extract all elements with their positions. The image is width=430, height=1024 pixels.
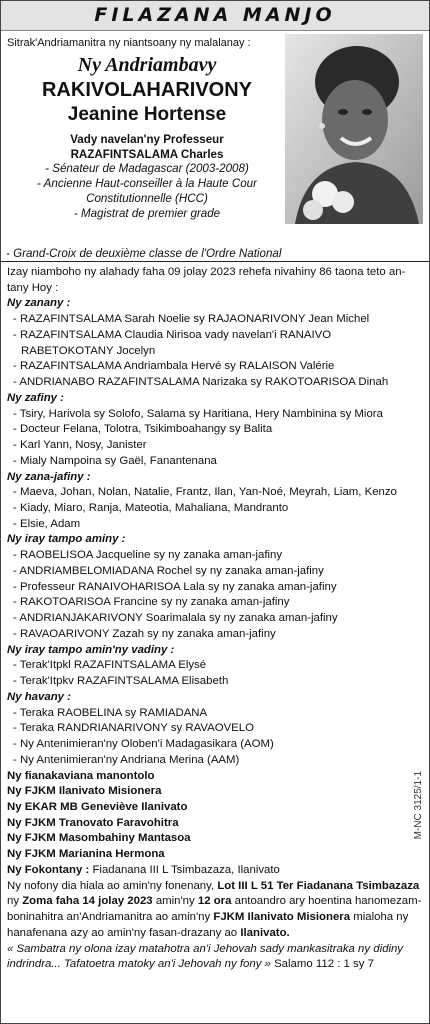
list-item: - Elsie, Adam (7, 517, 423, 533)
portrait-image (285, 34, 423, 224)
list-item: - Professeur RANAIVOHARISOA Lala sy ny zanaka aman-jafiny (7, 580, 423, 596)
list-item: - Ny Antenimieran'ny Andriana Merina (AAM) (7, 753, 423, 769)
intro-text: Sitrak'Andriamanitra ny niantsoany ny malalanay : (7, 37, 251, 49)
list-item: - Teraka RANDRIANARIVONY sy RAVAOVELO (7, 721, 423, 737)
fokontany-value: Fiadanana III L Tsimbazaza, Ilanivato (92, 863, 280, 876)
funeral-text: mialoha ny hanafenana azy ao amin'ny fasan-drazany ao (7, 911, 409, 939)
list-item: - Ny Antenimieran'ny Oloben'i Madagasikara (AOM) (7, 737, 423, 753)
title-line: Constitutionnelle (HCC) (86, 192, 208, 205)
list-item: - RAZAFINTSALAMA Claudia Nirisoa vady navelan'i RANAIVO RABETOKOTANY Jocelyn (7, 328, 423, 359)
funeral-church: FJKM Ilanivato Misionera (213, 911, 351, 924)
funeral-place: Ilanivato. (240, 926, 290, 939)
list-item: - Terak'Itpkl RAZAFINTSALAMA Elysé (7, 658, 423, 674)
organization-line: Ny FJKM Marianina Hermona (7, 848, 165, 861)
organization-line: Ny FJKM Masombahiny Mantasoa (7, 832, 191, 845)
section-heading: Ny iray tampo amin'ny vadiny : (7, 643, 175, 656)
section-heading: Ny zafiny : (7, 391, 64, 404)
banner (1, 1, 429, 31)
title-line: - Magistrat de premier grade (73, 206, 221, 220)
ordre-national: - Grand-Croix de deuxième classe de l'Ordre National (6, 247, 282, 260)
fokontany-label: Ny Fokontany : (7, 863, 90, 876)
section-heading: Ny iray tampo aminy : (7, 533, 126, 546)
spouse-line-1: Vady navelan'ny Professeur (70, 132, 224, 146)
obituary-body (1, 262, 429, 973)
section-heading: Ny zana-jafiny : (7, 470, 91, 483)
list-item: - RAOBELISOA Jacqueline sy ny zanaka aman-jafiny (7, 548, 423, 564)
list-item: - Terak'Itpkv RAZAFINTSALAMA Elisabeth (7, 674, 423, 690)
title-line: - Ancienne Haut-conseiller à la Haute Cour (37, 177, 257, 191)
list-item: - ANDRIANABO RAZAFINTSALAMA Narizaka sy RAKOTOARISOA Dinah (7, 375, 423, 391)
fokontany-line (7, 863, 423, 879)
surname: RAKIVOLAHARIVONY (41, 79, 252, 101)
name-block (1, 53, 293, 222)
organization-line: Ny EKAR MB Geneviève Ilanivato (7, 800, 188, 813)
banner-title: FILAZANA MANJO (94, 4, 336, 27)
list-item: - Mialy Nampoina sy Gaël, Fanantenana (7, 454, 423, 470)
list-item: - ANDRIANJAKARIVONY Soarimalala sy ny zanaka aman-jafiny (7, 611, 423, 627)
list-item: - Maeva, Johan, Nolan, Natalie, Frantz, Ilan, Yan-Noé, Meyrah, Liam, Kenzo (7, 485, 423, 501)
list-item: - RAKOTOARISOA Francine sy ny zanaka aman-jafiny (7, 595, 423, 611)
reference-code: M-NC 3125/1-1 (413, 771, 425, 840)
list-item: - ANDRIAMBELOMIADANA Rochel sy ny zanaka aman-jafiny (7, 564, 423, 580)
honorific: Ny Andriambavy (77, 54, 217, 76)
organization-line: Ny FJKM Tranovato Faravohitra (7, 816, 179, 829)
quote-text: « Sambatra ny olona izay matahotra an'i Jehovah sady mankasitraka ny didiny indrindra... Tafatoetra matoky an'i Jehovah ny fony » (7, 942, 404, 971)
given-names: Jeanine Hortense (67, 104, 227, 125)
list-item: - RAZAFINTSALAMA Andriambala Hervé sy RALAISON Valérie (7, 359, 423, 375)
quote-reference: Salamo 112 : 1 sy 7 (274, 958, 374, 971)
organization-line: Ny FJKM Ilanivato Misionera (7, 785, 162, 798)
funeral-text: antoandro ary hoentina hanomezam-boninahitra an'Andriamanitra ao amin'ny (7, 895, 422, 924)
funeral-date: Zoma faha 14 jolay 2023 (22, 895, 153, 908)
list-item: - RAVAOARIVONY Zazah sy ny zanaka aman-jafiny (7, 627, 423, 643)
list-item: - Docteur Felana, Tolotra, Tsikimboahangy sy Balita (7, 422, 423, 438)
section-heading: Ny zanany : (7, 297, 71, 310)
funeral-details (7, 879, 423, 942)
list-item: - Karl Yann, Nosy, Janister (7, 438, 423, 454)
list-item: - Teraka RAOBELINA sy RAMIADANA (7, 706, 423, 722)
funeral-text: Ny nofony dia hiala ao amin'ny fonenany, (7, 879, 215, 892)
list-item: - Kiady, Miaro, Ranja, Mateotia, Mahaliana, Mandranto (7, 501, 423, 517)
scripture-quote (7, 942, 423, 973)
funeral-time: 12 ora (197, 895, 232, 908)
title-line: - Sénateur de Madagascar (2003-2008) (45, 162, 249, 176)
list-item: - Tsiry, Harivola sy Solofo, Salama sy Haritiana, Hery Nambinina sy Miora (7, 407, 423, 423)
organization-line: Ny fianakaviana manontolo (7, 769, 155, 782)
funeral-address: Lot III L 51 Ter Fiadanana Tsimbazaza (217, 879, 420, 892)
list-item: - RAZAFINTSALAMA Sarah Noelie sy RAJAONARIVONY Jean Michel (7, 312, 423, 328)
section-heading: Ny havany : (7, 690, 71, 703)
header-section (1, 31, 429, 261)
funeral-text: amin'ny (155, 895, 195, 908)
announcement: Izay niamboho ny alahady faha 09 jolay 2023 rehefa nivahiny 86 taona teto an-tany Hoy : (7, 266, 406, 294)
funeral-text: ny (7, 895, 20, 908)
portrait-photo (285, 34, 423, 224)
spouse-line-2: RAZAFINTSALAMA Charles (70, 147, 224, 161)
